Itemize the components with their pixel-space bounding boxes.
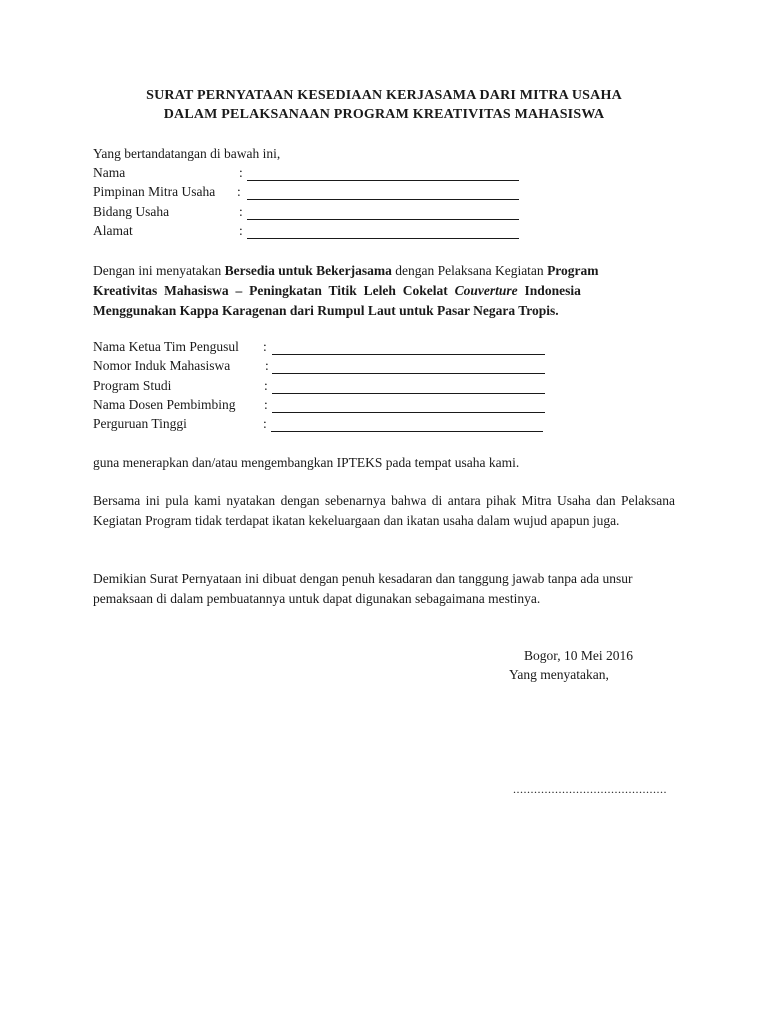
statement-line-1: Dengan ini menyatakan Bersedia untuk Bekerjasama dengan Pelaksana Kegiatan Program — [93, 263, 599, 278]
closing-paragraph: Demikian Surat Pernyataan ini dibuat dengan penuh kesadaran dan tanggung jawab tanpa ada unsur pemaksaan di dalam pembuatannya untuk dapat digunakan sebagaimana mestinya. — [93, 571, 633, 606]
statement-line-2: Kreativitas Mahasiswa – Peningkatan Titik Leleh Cokelat Couverture Indonesia — [93, 283, 581, 298]
field-colon: : — [264, 397, 268, 412]
field-colon: : — [239, 204, 243, 219]
blank-line — [272, 354, 545, 355]
field-colon: : — [264, 378, 268, 393]
blank-line — [272, 393, 545, 394]
title-line-1: SURAT PERNYATAAN KESEDIAAN KERJASAMA DARI MITRA USAHA — [146, 88, 622, 103]
couverture-italic: Couverture — [454, 283, 518, 298]
signature-label: Yang menyatakan, — [509, 667, 609, 682]
purpose-text: guna menerapkan dan/atau mengembangkan IPTEKS pada tempat usaha kami. — [93, 455, 520, 470]
statement-line-3: Menggunakan Kappa Karagenan dari Rumpul Laut untuk Pasar Negara Tropis. — [93, 303, 559, 318]
field-label: Perguruan Tinggi — [93, 416, 187, 431]
field-label: Bidang Usaha — [93, 204, 170, 219]
title-line-2: DALAM PELAKSANAAN PROGRAM KREATIVITAS MAHASISWA — [163, 107, 605, 122]
field-label: Nomor Induk Mahasiswa — [93, 358, 231, 373]
field-colon: : — [239, 165, 243, 180]
field-label: Program Studi — [93, 378, 172, 393]
field-colon: : — [263, 416, 267, 431]
declaration-paragraph: Bersama ini pula kami nyatakan dengan sebenarnya bahwa di antara pihak Mitra Usaha dan Pelaksana Kegiatan Program tidak terdapat ikatan kekeluargaan dan ikatan usaha dalam wujud apapun juga. — [93, 493, 675, 528]
signature-place-date: Bogor, 10 Mei 2016 — [524, 648, 633, 663]
blank-line — [272, 412, 545, 413]
blank-line — [247, 219, 519, 220]
field-label: Nama — [93, 165, 126, 180]
blank-line — [271, 431, 543, 432]
blank-line — [247, 199, 519, 200]
bersedia-bold: Bersedia untuk Bekerjasama — [224, 263, 392, 278]
field-label: Nama Dosen Pembimbing — [93, 397, 236, 412]
field-label: Alamat — [93, 223, 133, 238]
field-colon: : — [237, 184, 241, 199]
field-colon: : — [263, 339, 267, 354]
field-label: Nama Ketua Tim Pengusul — [93, 339, 239, 354]
signature-dotted-line: ............................................ — [513, 782, 667, 796]
intro-text: Yang bertandatangan di bawah ini, — [93, 146, 281, 161]
blank-line — [272, 373, 545, 374]
field-colon: : — [239, 223, 243, 238]
blank-line — [247, 180, 519, 181]
blank-line — [247, 238, 519, 239]
field-label: Pimpinan Mitra Usaha — [93, 184, 216, 199]
field-colon: : — [265, 358, 269, 373]
statement-paragraph — [93, 261, 675, 321]
